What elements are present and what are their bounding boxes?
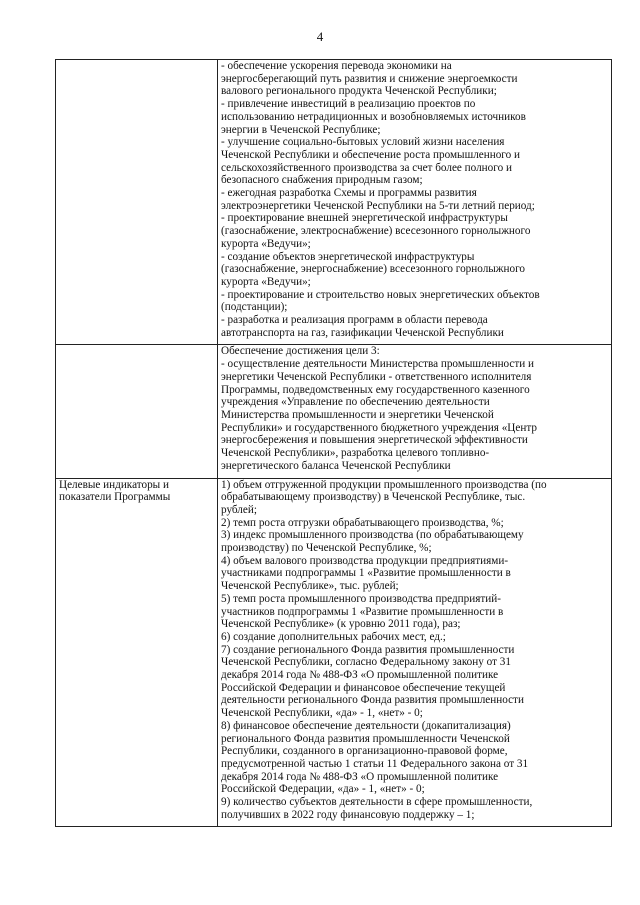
content-line: использованию нетрадиционных и возобновляемых источников [221, 110, 526, 123]
content-line: декабря 2014 года № 488-ФЗ «О промышленной политике [221, 770, 499, 783]
content-line: - обеспечение ускорения перевода экономики на [221, 60, 452, 72]
content-line: - проектирование и строительство новых энергетических объектов [221, 288, 540, 301]
table-row [56, 478, 612, 827]
row-label-line: Целевые индикаторы и [59, 478, 169, 491]
row-label-cell [56, 60, 218, 345]
content-line: 6) создание дополнительных рабочих мест, ед.; [221, 630, 446, 643]
content-line: обрабатывающему производству) в Чеченской Республике, тыс. [221, 491, 526, 504]
content-line: производству) по Чеченской Республике, %; [221, 542, 432, 555]
content-line: 3) индекс промышленного производства (по обрабатывающему [221, 529, 524, 542]
content-line: 5) темп роста промышленного производства предприятий- [221, 592, 501, 605]
content-line: Республики, созданного в организационно-правовой форме, [221, 745, 508, 758]
content-line: (газоснабжение, электроснабжение) всесезонного горнолыжного [221, 225, 531, 238]
page-number: 4 [316, 29, 324, 44]
content-line: учреждения «Управление по обеспечению деятельности [221, 396, 490, 409]
content-line: - улучшение социально-бытовых условий жизни населения [221, 136, 505, 149]
content-line: - привлечение инвестиций в реализацию проектов по [221, 98, 476, 111]
content-line: 7) создание регионального Фонда развития промышленности [221, 643, 515, 656]
content-line: валового регионального продукта Чеченской Республики; [221, 85, 497, 98]
content-line: энергетики Чеченской Республики - ответственного исполнителя [221, 370, 532, 383]
content-line: энергии в Чеченской Республике; [221, 123, 381, 136]
content-line: Чеченской Республики, согласно Федеральному закону от 31 [221, 656, 511, 669]
content-line: Российской Федерации и финансовое обеспечение текущей [221, 681, 506, 694]
content-line: 9) количество субъектов деятельности в сфере промышленности, [221, 796, 533, 809]
content-line: получивших в 2022 году финансовую поддержку – 1; [221, 808, 475, 821]
table-row [56, 345, 612, 478]
content-line: Программы, подведомственных ему государственного казенного [221, 383, 530, 396]
content-line: - проектирование внешней энергетической инфраструктуры [221, 212, 508, 225]
content-line: (газоснабжение, энергоснабжение) всесезонного горнолыжного [221, 263, 526, 276]
content-line: Чеченской Республике», тыс. рублей; [221, 580, 399, 593]
content-line: автотранспорта на газ, газификации Чеченской Республики [221, 326, 504, 339]
row-content-cell [218, 60, 612, 345]
row-label-cell [56, 478, 218, 827]
content-line: - ежегодная разработка Схемы и программы развития [221, 187, 477, 200]
content-line: энергосберегающий путь развития и снижение энергоемкости [221, 72, 518, 85]
content-line: участниками подпрограммы 1 «Развитие промышленности в [221, 567, 511, 580]
content-line: энергетического баланса Чеченской Республики [221, 459, 451, 472]
table-row [56, 60, 612, 345]
content-line: деятельности регионального Фонда развития промышленности [221, 694, 524, 707]
content-line: электроэнергетики Чеченской Республики на 5-ти летний период; [221, 199, 535, 212]
content-line: 4) объем валового производства продукции предприятиями- [221, 554, 509, 567]
content-line: - осуществление деятельности Министерства промышленности и [221, 358, 535, 371]
program-passport-table [55, 59, 612, 827]
content-line: Российской Федерации, «да» - 1, «нет» - 0; [221, 783, 425, 796]
row-content-cell [218, 478, 612, 827]
content-line: Чеченской Республике» (к уровню 2011 года), раз; [221, 618, 461, 631]
content-line: рублей; [221, 503, 257, 516]
content-line: курорта «Ведучи»; [221, 275, 311, 288]
content-line: Республики» и государственного бюджетного учреждения «Центр [221, 421, 537, 434]
content-line: энергосбережения и повышения энергетической эффективности [221, 434, 528, 447]
content-line: 1) объем отгруженной продукции промышленного производства (по [221, 478, 547, 491]
content-line: 2) темп роста отгрузки обрабатывающего производства, %; [221, 516, 504, 529]
row-label-cell [56, 345, 218, 478]
content-line: - разработка и реализация программ в области перевода [221, 314, 488, 327]
content-line: регионального Фонда развития промышленности Чеченской [221, 732, 510, 745]
content-line: Чеченской Республики», разработка целевого топливно- [221, 447, 490, 460]
content-line: 8) финансовое обеспечение деятельности (докапитализация) [221, 719, 511, 732]
content-line: Министерства промышленности и энергетики Чеченской [221, 408, 494, 421]
content-line: - создание объектов энергетической инфраструктуры [221, 250, 475, 263]
content-line: безопасного снабжения природным газом; [221, 174, 423, 187]
content-line: предусмотренной частью 1 статьи 11 Федерального закона от 31 [221, 757, 529, 770]
row-content-cell [218, 345, 612, 478]
content-line: Чеченской Республики и обеспечение роста промышленного и [221, 148, 520, 161]
content-line: Обеспечение достижения цели 3: [221, 345, 380, 358]
content-line: декабря 2014 года № 488-ФЗ «О промышленной политике [221, 669, 499, 682]
content-line: курорта «Ведучи»; [221, 237, 311, 250]
content-line: (подстанции); [221, 301, 288, 314]
content-line: участников подпрограммы 1 «Развитие промышленности в [221, 605, 504, 618]
row-label-line: показатели Программы [59, 491, 171, 504]
content-line: сельскохозяйственного производства за счет более полного и [221, 161, 512, 174]
content-line: Чеченской Республики, «да» - 1, «нет» - 0; [221, 707, 423, 720]
